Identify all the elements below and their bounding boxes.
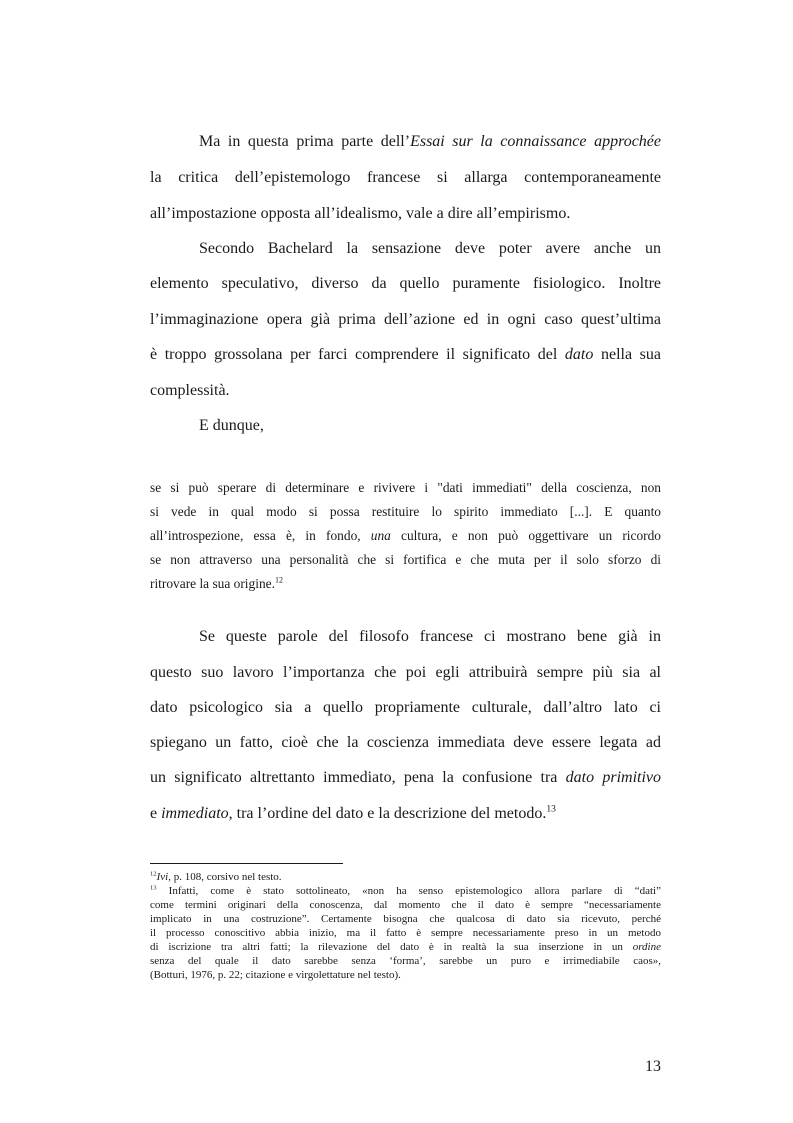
footnote-13-line-6: senza del quale il dato sarebbe senza ‘forma’, sarebbe un puro e irrimediabile caos»,	[150, 955, 661, 967]
footnote-13-line-2: come termini originari della conoscenza, dal momento che il dato è sempre “necessariamente	[150, 899, 661, 911]
text: , p. 108, corsivo nel testo.	[168, 871, 282, 883]
italic-term: una	[370, 528, 391, 543]
paragraph-4-line-1: Se queste parole del filosofo francese ci mostrano bene già in	[199, 628, 661, 645]
paragraph-1-line-1	[199, 132, 661, 152]
footnote-13-line-7: (Botturi, 1976, p. 22; citazione e virgolettature nel testo).	[150, 969, 401, 981]
text: ritrovare la sua origine.	[150, 576, 275, 591]
quote-line-1: se si può sperare di determinare e rivivere i "dati immediati" della coscienza, non	[150, 480, 661, 495]
quote-line-3	[150, 527, 661, 544]
paragraph-4-line-6	[150, 804, 661, 824]
paragraph-2-line-2: elemento speculativo, diverso da quello puramente fisiologico. Inoltre	[150, 275, 661, 292]
quote-line-5	[150, 575, 661, 592]
paragraph-4-line-3: dato psicologico sia a quello propriamente culturale, dall’altro lato ci	[150, 699, 661, 716]
paragraph-2-line-1: Secondo Bachelard la sensazione deve poter avere anche un	[199, 240, 661, 257]
footnote-ref-12[interactable]: 12	[274, 575, 283, 585]
text: di iscrizione tra altri fatti; la rilevazione del dato è in realtà la sua inserzione in un	[150, 941, 633, 953]
page-number: 13	[645, 1058, 661, 1075]
paragraph-1-line-3: all’impostazione opposta all’idealismo, vale a dire all’empirismo.	[150, 205, 571, 222]
text: Ma in questa prima parte dell’	[199, 133, 411, 150]
footnote-12	[150, 871, 661, 884]
italic-term: immediato	[161, 805, 229, 822]
italic-term: Ivi	[156, 871, 169, 883]
quote-line-4: se non attraverso una personalità che si fortifica e che muta per il solo sforzo di	[150, 552, 661, 567]
paragraph-3-line-1: E dunque,	[199, 417, 264, 434]
text: è troppo grossolana per farci comprendere il significato del	[150, 346, 565, 363]
footnote-number: 12	[150, 870, 157, 878]
footnote-separator	[150, 863, 343, 864]
paragraph-4-line-2: questo suo lavoro l’importanza che poi egli attribuirà sempre più sia al	[150, 664, 661, 681]
text: un significato altrettanto immediato, pena la confusione tra	[150, 769, 566, 786]
paragraph-2-line-5: complessità.	[150, 382, 230, 399]
footnote-ref-13[interactable]: 13	[546, 803, 556, 815]
text: , tra l’ordine del dato e la descrizione del metodo.	[228, 805, 547, 822]
italic-term: dato	[564, 346, 594, 363]
footnote-number: 13	[150, 884, 157, 892]
text: all’introspezione, essa è, in fondo,	[150, 528, 371, 543]
text: nella sua	[593, 346, 661, 363]
italic-term: ordine	[632, 941, 661, 953]
footnote-13-line-5	[150, 941, 661, 954]
italic-title: Essai sur la connaissance approchée	[410, 133, 662, 150]
quote-line-2: si vede in qual modo si possa restituire lo spirito immediato [...]. E quanto	[150, 504, 661, 519]
footnote-13-line-3: implicato in una costruzione”. Certamente bisogna che qualcosa di dato sia ricevuto, perché	[150, 913, 661, 925]
text: cultura, e non può oggettivare un ricordo	[390, 528, 661, 543]
text: e	[150, 805, 162, 822]
paragraph-2-line-3: l’immaginazione opera già prima dell’azione ed in ogni caso quest’ultima	[150, 311, 661, 328]
footnote-13-line-4: il processo conoscitivo abbia inizio, ma il fatto è sempre necessariamente preso in un metodo	[150, 927, 661, 939]
italic-term: dato primitivo	[565, 769, 662, 786]
paragraph-2-line-4	[150, 345, 661, 365]
text: Infatti, come è stato sottolineato, «non ha senso epistemologico allora parlare di “dati”	[156, 885, 661, 897]
paragraph-4-line-4: spiegano un fatto, cioè che la coscienza immediata deve essere legata ad	[150, 734, 661, 751]
paragraph-4-line-5	[150, 768, 661, 788]
footnote-13-line-1	[150, 885, 661, 898]
paragraph-1-line-2: la critica dell’epistemologo francese si allarga contemporaneamente	[150, 169, 661, 186]
